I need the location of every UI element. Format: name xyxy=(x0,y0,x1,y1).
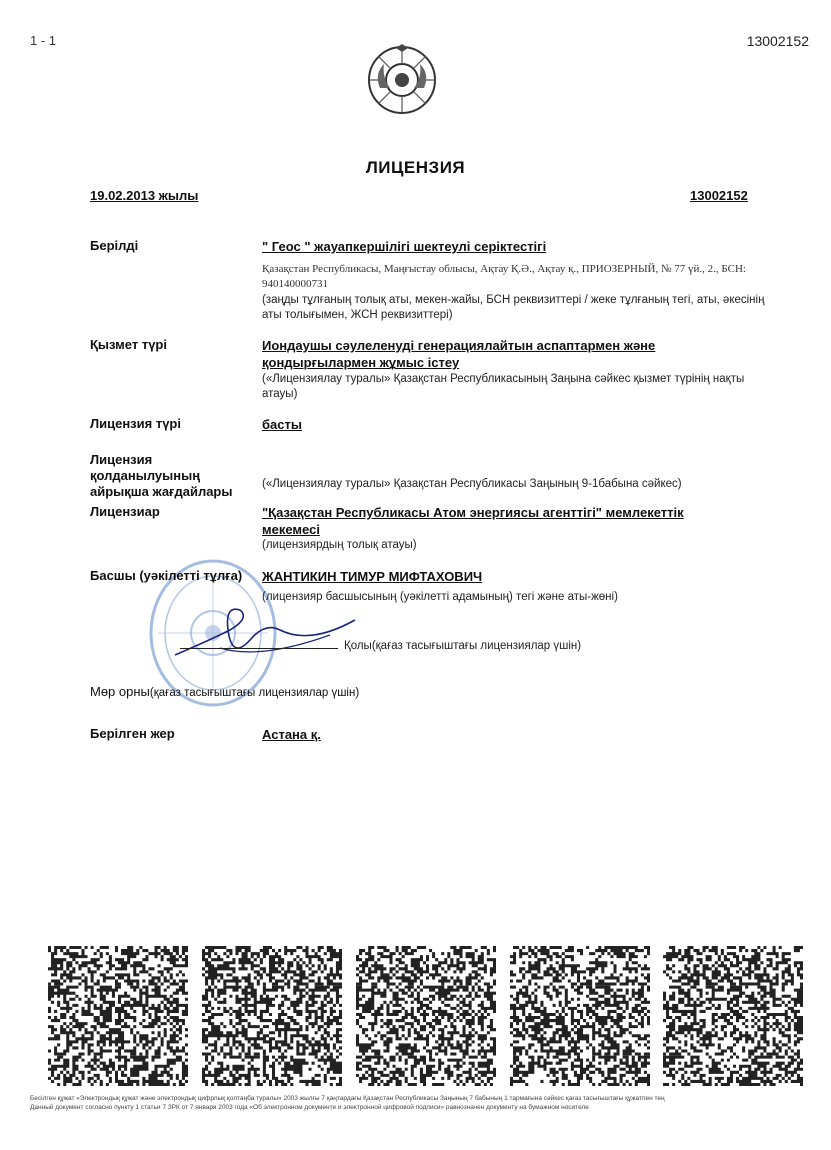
qr-code-icon xyxy=(48,946,188,1086)
signature-label: Қолы(қағаз тасығыштағы лицензиялар үшін) xyxy=(344,640,582,652)
page-indicator: 1 - 1 xyxy=(30,33,57,48)
signature-icon xyxy=(170,600,370,670)
footer-legal-note xyxy=(30,1094,801,1112)
qr-code-icon xyxy=(356,946,496,1086)
head-value: ЖАНТИКИН ТИМУР МИФТАХОВИЧ xyxy=(262,569,483,584)
seal-place-note: (қағаз тасығыштағы лицензиялар үшін) xyxy=(149,687,360,699)
seal-place-label: Мөр орны xyxy=(90,684,150,699)
issued-to-note: (заңды тұлғаның толық аты, мекен-жайы, БСН реквизиттері / жеке тұлғаның тегі, аты, әкесінің аты толығымен, ЖСН реквизиттері) xyxy=(262,294,765,321)
license-type-value: басты xyxy=(262,417,302,432)
document-title: ЛИЦЕНЗИЯ xyxy=(365,158,466,177)
special-conditions-label-1: Лицензия xyxy=(90,452,153,467)
state-emblem-icon xyxy=(366,44,438,116)
issued-to-value: " Геос " жауапкершілігі шектеулі серіктестігі xyxy=(262,239,547,254)
footer-line-ru: Данный документ согласно пункту 1 статьи 7 ЗРК от 7 января 2003 года «Об электронном документе и электронной цифровой подписи» равнозначен документу на бумажном носителе xyxy=(30,1104,589,1111)
qr-code-icon xyxy=(202,946,342,1086)
service-note: («Лицензиялау туралы» Қазақстан Республикасының Заңына сәйкес қызмет түрінің нақты атауы) xyxy=(262,373,745,400)
license-type-label: Лицензия түрі xyxy=(90,416,181,431)
header-doc-number: 13002152 xyxy=(746,33,809,49)
head-label: Басшы (уәкілетті тұлға) xyxy=(90,568,243,583)
footer-line-kz: Бесілген құжат «Электрондық құжат және электрондық цифрлық қолтаңба туралы» 2003 жылғы 7 қаңтардағы Қазақстан Республикасы Заңының 7 бабының 1 тармағына сәйкес қағаз тасығыштағы құжатпен тең xyxy=(30,1095,665,1102)
qr-code-icon xyxy=(663,946,803,1086)
licensor-note: (лицензиярдың толық атауы) xyxy=(262,539,417,551)
signature-line xyxy=(180,648,338,649)
special-conditions-label-3: айрықша жағдайлары xyxy=(90,484,233,499)
licensor-label: Лицензиар xyxy=(90,504,160,519)
issued-to-address: Қазақстан Республикасы, Маңғыстау облысы, Ақтау Қ.Ә., Ақтау қ., ПРИОЗЕРНЫЙ, № 77 үй., 2., БСН: 940140000731 xyxy=(262,263,746,290)
place-value: Астана қ. xyxy=(262,727,321,742)
license-number: 13002152 xyxy=(690,188,748,203)
issue-date: 19.02.2013 жылы xyxy=(90,188,199,203)
place-label: Берілген жер xyxy=(90,726,175,741)
service-value: Иондаушы сәулеленуді генерациялайтын аспаптармен және қондырғылармен жұмыс істеу xyxy=(262,338,656,370)
service-label: Қызмет түрі xyxy=(90,337,167,352)
special-conditions-label-2: қолданылуының xyxy=(90,468,201,483)
issued-to-label: Берілді xyxy=(90,238,139,253)
licensor-value: "Қазақстан Республикасы Атом энергиясы агенттігі" мемлекеттік мекемесі xyxy=(262,505,684,537)
special-conditions-note: («Лицензиялау туралы» Қазақстан Республикасы Заңының 9-1бабына сәйкес) xyxy=(262,478,682,490)
head-note: (лицензияр басшысының (уәкілетті адамының) тегі және аты-жөні) xyxy=(262,591,618,603)
seal-place xyxy=(90,684,359,699)
qr-code-row xyxy=(48,946,803,1086)
qr-code-icon xyxy=(510,946,650,1086)
